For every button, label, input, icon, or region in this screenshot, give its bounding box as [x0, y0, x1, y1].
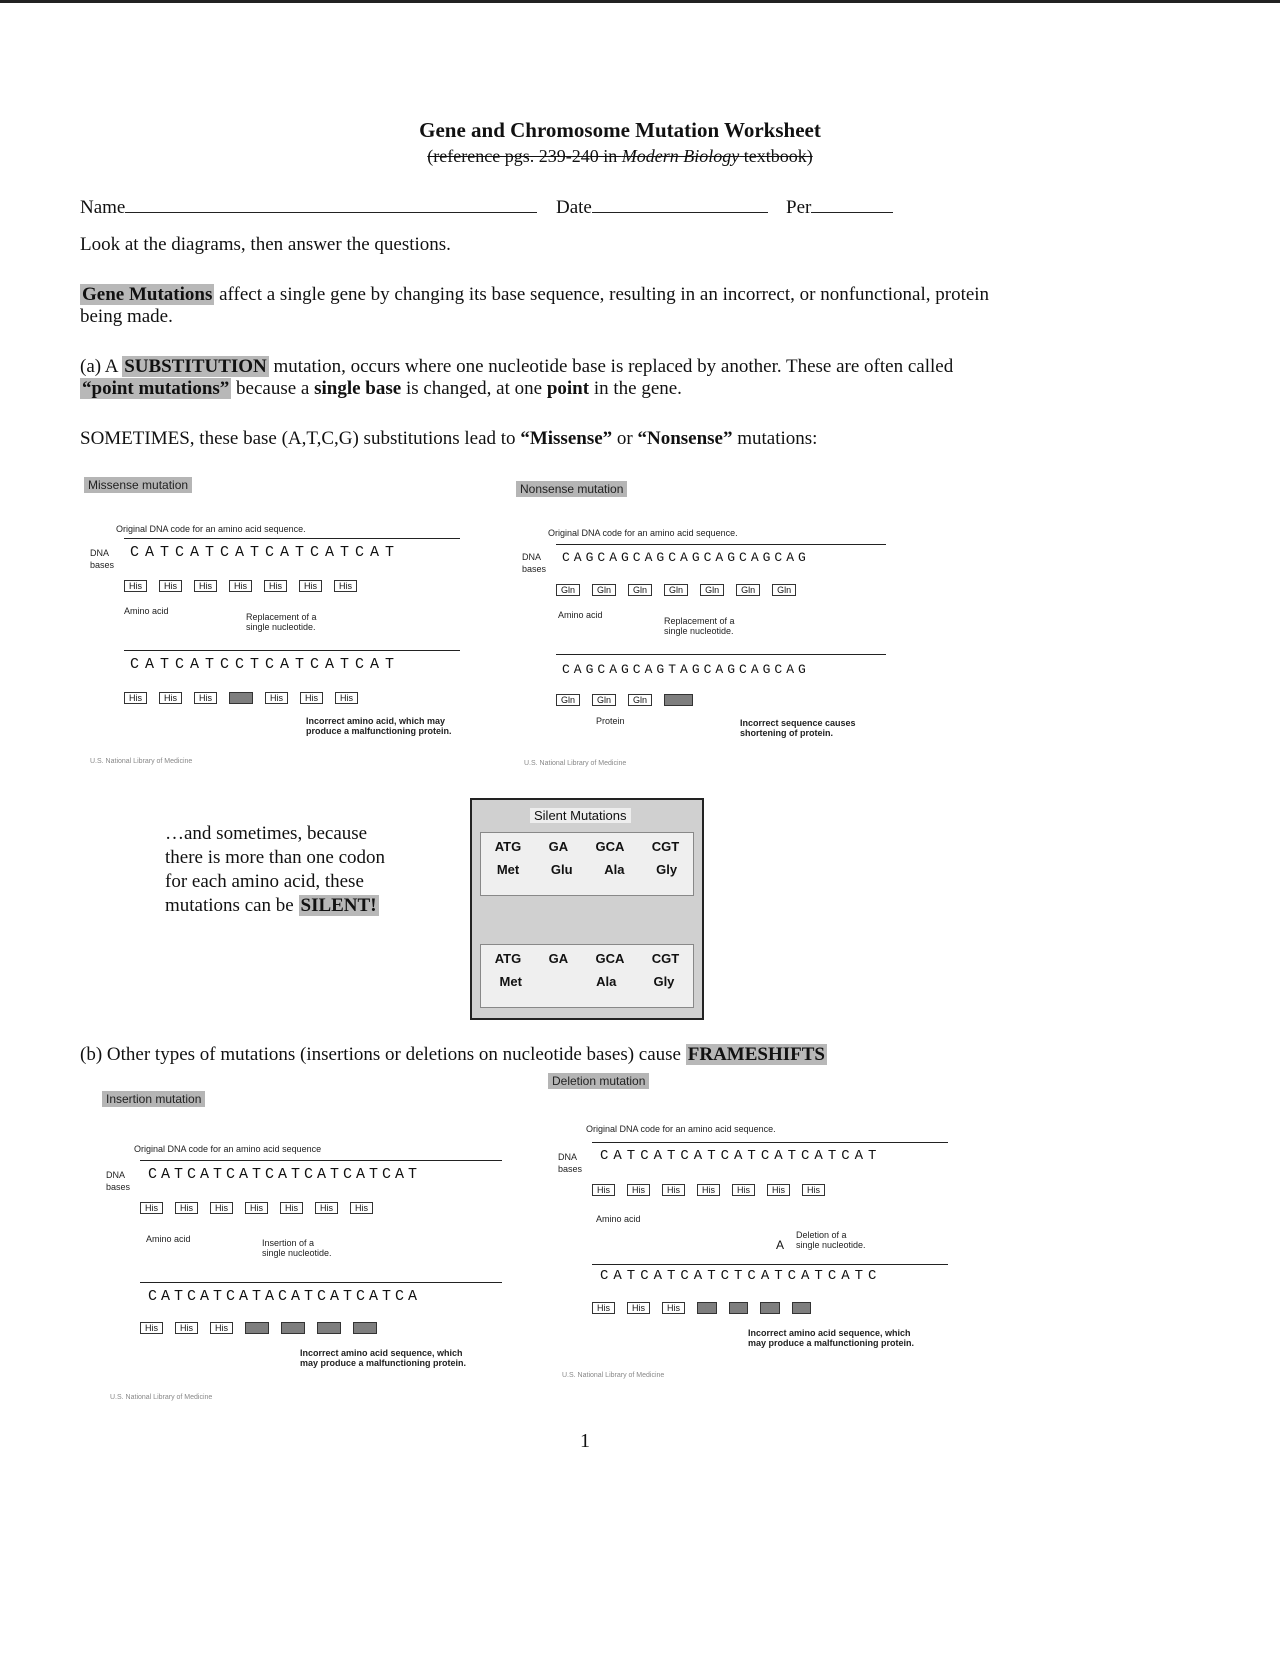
- missense-arrow-2: [124, 650, 460, 651]
- nonsense-seq-mutated: CAGCAGCAGTAGCAGCAGCAG: [562, 662, 810, 677]
- gene-mutations-term: Gene Mutations: [82, 284, 213, 305]
- date-label: Date: [556, 197, 592, 218]
- missense-figure-label: Missense mutation: [84, 476, 192, 494]
- insertion-note: Insertion of a single nucleotide.: [262, 1238, 332, 1258]
- missense-aa-original: His His His His His His His: [124, 580, 369, 592]
- nonsense-dna-label: DNA: [522, 552, 542, 562]
- deletion-credit: U.S. National Library of Medicine: [562, 1372, 665, 1379]
- insertion-credit: U.S. National Library of Medicine: [110, 1394, 213, 1401]
- insertion-aa-original: His His His His His His His: [140, 1202, 385, 1214]
- nonsense-replacement-note: Replacement of a single nucleotide.: [664, 616, 735, 636]
- deletion-caption: Original DNA code for an amino acid sequence.: [586, 1124, 776, 1134]
- nonsense-arrow-1: [556, 544, 886, 545]
- date-line[interactable]: [592, 194, 768, 213]
- name-line[interactable]: [125, 194, 537, 213]
- insertion-figure-label: Insertion mutation: [102, 1090, 205, 1108]
- nonsense-arrow-2: [556, 654, 886, 655]
- top-border: [0, 0, 1280, 3]
- deletion-arrow-2: [592, 1264, 948, 1265]
- deletion-bases-label: bases: [558, 1164, 583, 1174]
- deletion-aa-mutated: His His His Ile Ile Ile Ile: [592, 1302, 823, 1314]
- insertion-dna-label: DNA: [106, 1170, 126, 1180]
- nonsense-amino-acid-label: Amino acid: [558, 610, 603, 620]
- intro-text: Look at the diagrams, then answer the questions.: [80, 234, 451, 255]
- page-subtitle: (reference pgs. 239-240 in Modern Biology textbook): [427, 146, 813, 166]
- insertion-seq-mutated: CATCATCATACATCATCATCA: [148, 1288, 422, 1305]
- nonsense-incorrect-note: Incorrect sequence causes shortening of protein.: [740, 718, 856, 738]
- deletion-dna-label: DNA: [558, 1152, 578, 1162]
- missense-caption: Original DNA code for an amino acid sequence.: [116, 524, 306, 534]
- per-line[interactable]: [811, 194, 893, 213]
- date-field[interactable]: [556, 194, 768, 219]
- nonsense-bases-label: bases: [522, 564, 547, 574]
- insertion-aa-mutated: His His His Thr Ser Ser Ser: [140, 1322, 389, 1334]
- silent-paragraph: …and sometimes, because there is more than one codon for each amino acid, these mutations can be SILENT!: [165, 823, 386, 916]
- name-label: Name: [80, 197, 126, 218]
- insertion-amino-acid-label: Amino acid: [146, 1234, 191, 1244]
- deletion-letter: A: [776, 1238, 785, 1252]
- insertion-incorrect-note: Incorrect amino acid sequence, which may produce a malfunctioning protein.: [300, 1348, 467, 1368]
- substitution-term: SUBSTITUTION: [124, 356, 267, 377]
- nonsense-caption: Original DNA code for an amino acid sequence.: [548, 528, 738, 538]
- point-mutations-term: “point mutations”: [82, 378, 230, 399]
- gene-mutations-paragraph: Gene Mutations affect a single gene by changing its base sequence, resulting in an incorrect, or nonfunctional, protein being made.: [80, 284, 990, 327]
- deletion-arrow-1: [592, 1142, 948, 1143]
- missense-amino-acid-label: Amino acid: [124, 606, 169, 616]
- deletion-seq-mutated: CATCATCATCTCATCATCATC: [600, 1268, 882, 1284]
- name-field[interactable]: [80, 194, 537, 219]
- deletion-figure-label: Deletion mutation: [548, 1072, 649, 1090]
- nonsense-aa-original: Gln Gln Gln Gln Gln Gln Gln: [556, 584, 808, 596]
- substitution-paragraph: (a) A SUBSTITUTION mutation, occurs where one nucleotide base is replaced by another. These are often called “point mutations” because a single base is changed, at one point in the gene.: [80, 356, 954, 399]
- page-title: Gene and Chromosome Mutation Worksheet: [419, 118, 821, 142]
- nonsense-aa-mutated: Gln Gln Gln Stop: [556, 694, 705, 706]
- insertion-seq-original: CATCATCATCATCATCATCAT: [148, 1166, 422, 1183]
- per-label: Per: [786, 197, 812, 218]
- insertion-bases-label: bases: [106, 1182, 131, 1192]
- silent-mutations-figure: [470, 798, 704, 1020]
- missense-seq-original: CATCATCATCATCATCAT: [130, 544, 401, 561]
- missense-seq-mutated: CATCATCCTCATCATCAT: [130, 656, 401, 673]
- silent-box-top: ATG GA GCA CGT Met Glu Ala Gly: [480, 832, 694, 896]
- missense-incorrect-note: Incorrect amino acid, which may produce a malfunctioning protein.: [306, 716, 452, 736]
- deletion-note: Deletion of a single nucleotide.: [796, 1230, 866, 1250]
- deletion-aa-original: His His His His His His His: [592, 1184, 837, 1196]
- deletion-amino-acid-label: Amino acid: [596, 1214, 641, 1224]
- insertion-caption: Original DNA code for an amino acid sequence: [134, 1144, 322, 1154]
- missense-dna-label: DNA: [90, 548, 110, 558]
- nonsense-credit: U.S. National Library of Medicine: [524, 760, 627, 767]
- deletion-incorrect-note: Incorrect amino acid sequence, which may produce a malfunctioning protein.: [748, 1328, 915, 1348]
- deletion-seq-original: CATCATCATCATCATCATCAT: [600, 1148, 882, 1164]
- nonsense-figure-label: Nonsense mutation: [516, 480, 627, 498]
- insertion-arrow-2: [140, 1282, 502, 1283]
- missense-arrow-1: [124, 538, 460, 539]
- nonsense-seq-original: CAGCAGCAGCAGCAGCAGCAG: [562, 550, 810, 565]
- missense-replacement-note: Replacement of a single nucleotide.: [246, 612, 317, 632]
- frameshift-paragraph: (b) Other types of mutations (insertions or deletions on nucleotide bases) cause FRAMESHIFTS: [80, 1044, 825, 1065]
- sometimes-paragraph: SOMETIMES, these base (A,T,C,G) substitutions lead to “Missense” or “Nonsense” mutations:: [80, 428, 818, 449]
- page-number: 1: [580, 1430, 590, 1452]
- missense-aa-mutated: His His His Pro His His His: [124, 692, 370, 704]
- per-field[interactable]: [786, 194, 893, 219]
- silent-box-bottom: ATG GA GCA CGT Met Ala Gly: [480, 944, 694, 1008]
- silent-term: SILENT!: [300, 895, 377, 916]
- frameshifts-term: FRAMESHIFTS: [687, 1044, 825, 1065]
- insertion-arrow-1: [140, 1160, 502, 1161]
- nonsense-protein-label: Protein: [596, 716, 625, 726]
- missense-credit: U.S. National Library of Medicine: [90, 758, 193, 765]
- silent-box-title: Silent Mutations: [530, 808, 631, 823]
- missense-bases-label: bases: [90, 560, 115, 570]
